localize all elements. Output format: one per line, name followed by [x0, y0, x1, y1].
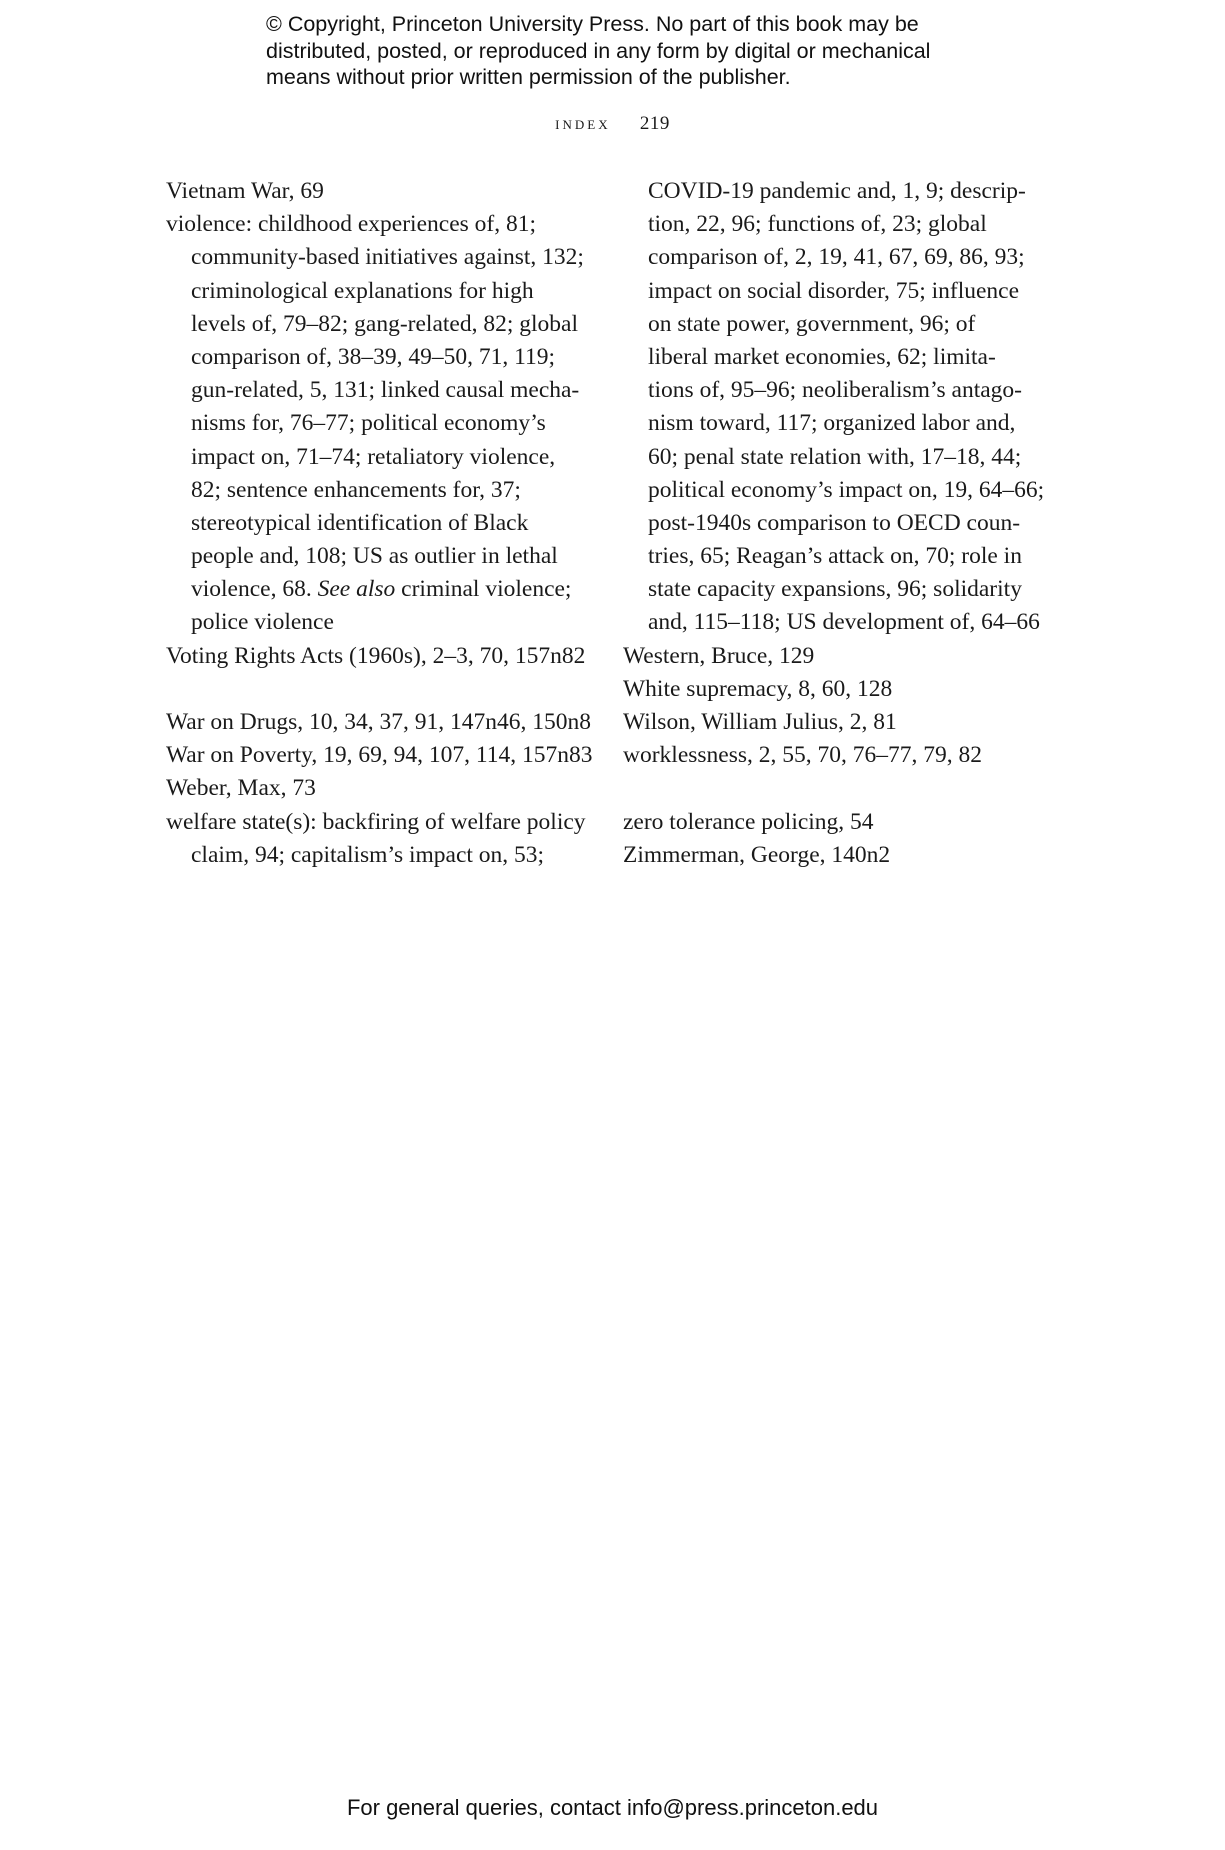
- index-entry-voting-rights: Voting Rights Acts (1960s), 2–3, 70, 157n82: [166, 642, 586, 669]
- entry-line: nisms for, 76–77; political economy’s: [191, 410, 546, 437]
- entry-line: tion, 22, 96; functions of, 23; global: [648, 211, 987, 238]
- index-column-left: [166, 175, 593, 872]
- entry-line: and, 115–118; US development of, 64–66: [648, 609, 1040, 636]
- copyright-line-3: means without prior written permission of the publisher.: [266, 65, 791, 89]
- cross-reference: police violence: [191, 609, 334, 636]
- entry-line: stereotypical identification of Black: [191, 509, 529, 536]
- entry-line: nism toward, 117; organized labor and,: [648, 410, 1016, 437]
- index-entry-vietnam: Vietnam War, 69: [166, 178, 324, 204]
- entry-line: 60; penal state relation with, 17–18, 44;: [648, 443, 1022, 470]
- copyright-line-1: © Copyright, Princeton University Press. No part of this book may be: [266, 12, 919, 36]
- entry-line: comparison of, 38–39, 49–50, 71, 119;: [191, 343, 555, 370]
- entry-line: 82; sentence enhancements for, 37;: [191, 476, 521, 503]
- running-head-title: index: [555, 113, 611, 134]
- index-entry-welfare-state-continued: [623, 175, 1063, 640]
- index-entry-wilson: Wilson, William Julius, 2, 81: [623, 709, 897, 735]
- running-head: [0, 113, 1225, 135]
- entry-line: tries, 65; Reagan’s attack on, 70; role in: [648, 543, 1022, 570]
- index-column-right: [623, 175, 1063, 872]
- letter-group-spacer: [623, 772, 1063, 805]
- entry-line: impact on social disorder, 75; influence: [648, 277, 1020, 304]
- page-number: 219: [639, 113, 670, 134]
- index-entry-welfare-state: [166, 806, 586, 872]
- index-entry-white-supremacy: White supremacy, 8, 60, 128: [623, 675, 893, 702]
- letter-group-spacer: [166, 673, 586, 706]
- entry-line: levels of, 79–82; gang-related, 82; global: [191, 310, 578, 337]
- entry-line: on state power, government, 96; of: [648, 310, 976, 337]
- index-entry-zimmerman: Zimmerman, George, 140n2: [623, 841, 891, 868]
- index-entry-war-on-drugs: War on Drugs, 10, 34, 37, 91, 147n46, 150n8: [166, 709, 591, 735]
- entry-line: impact on, 71–74; retaliatory violence,: [191, 443, 556, 470]
- entry-line: state capacity expansions, 96; solidarity: [648, 576, 1022, 603]
- entry-line: claim, 94; capitalism’s impact on, 53;: [191, 841, 545, 868]
- entry-line: post-1940s comparison to OECD coun-: [648, 509, 1021, 536]
- index-entry-zero-tolerance: zero tolerance policing, 54: [623, 808, 874, 835]
- entry-line: tions of, 95–96; neoliberalism’s antago-: [648, 377, 1022, 404]
- entry-line: community-based initiatives against, 132;: [191, 244, 584, 271]
- entry-line: COVID-19 pandemic and, 1, 9; descrip-: [648, 178, 1026, 204]
- entry-line: political economy’s impact on, 19, 64–66;: [648, 476, 1045, 503]
- index-entry-western: Western, Bruce, 129: [623, 642, 815, 669]
- entry-line: comparison of, 2, 19, 41, 67, 69, 86, 93;: [648, 244, 1025, 271]
- index-entry-war-on-poverty: War on Poverty, 19, 69, 94, 107, 114, 157n83: [166, 742, 593, 769]
- cross-reference: criminal violence;: [401, 576, 572, 603]
- see-also-text: See also: [317, 576, 396, 603]
- entry-text: violence, 68.: [191, 576, 312, 603]
- entry-line: welfare state(s): backfiring of welfare policy: [166, 808, 586, 835]
- entry-line: [166, 573, 586, 606]
- copyright-notice: [266, 11, 1026, 91]
- entry-line: liberal market economies, 62; limita-: [648, 343, 996, 370]
- entry-line: people and, 108; US as outlier in lethal: [191, 543, 558, 570]
- index-entry-weber: Weber, Max, 73: [166, 775, 316, 802]
- copyright-line-2: distributed, posted, or reproduced in any form by digital or mechanical: [266, 38, 931, 63]
- entry-line: violence: childhood experiences of, 81;: [166, 211, 536, 238]
- index-entry-worklessness: worklessness, 2, 55, 70, 76–77, 79, 82: [623, 742, 983, 769]
- entry-line: criminological explanations for high: [191, 277, 534, 304]
- footer-contact: For general queries, contact info@press.princeton.edu: [346, 1795, 879, 1820]
- entry-line: gun-related, 5, 131; linked causal mecha-: [191, 377, 580, 404]
- index-entry-violence: [166, 208, 586, 639]
